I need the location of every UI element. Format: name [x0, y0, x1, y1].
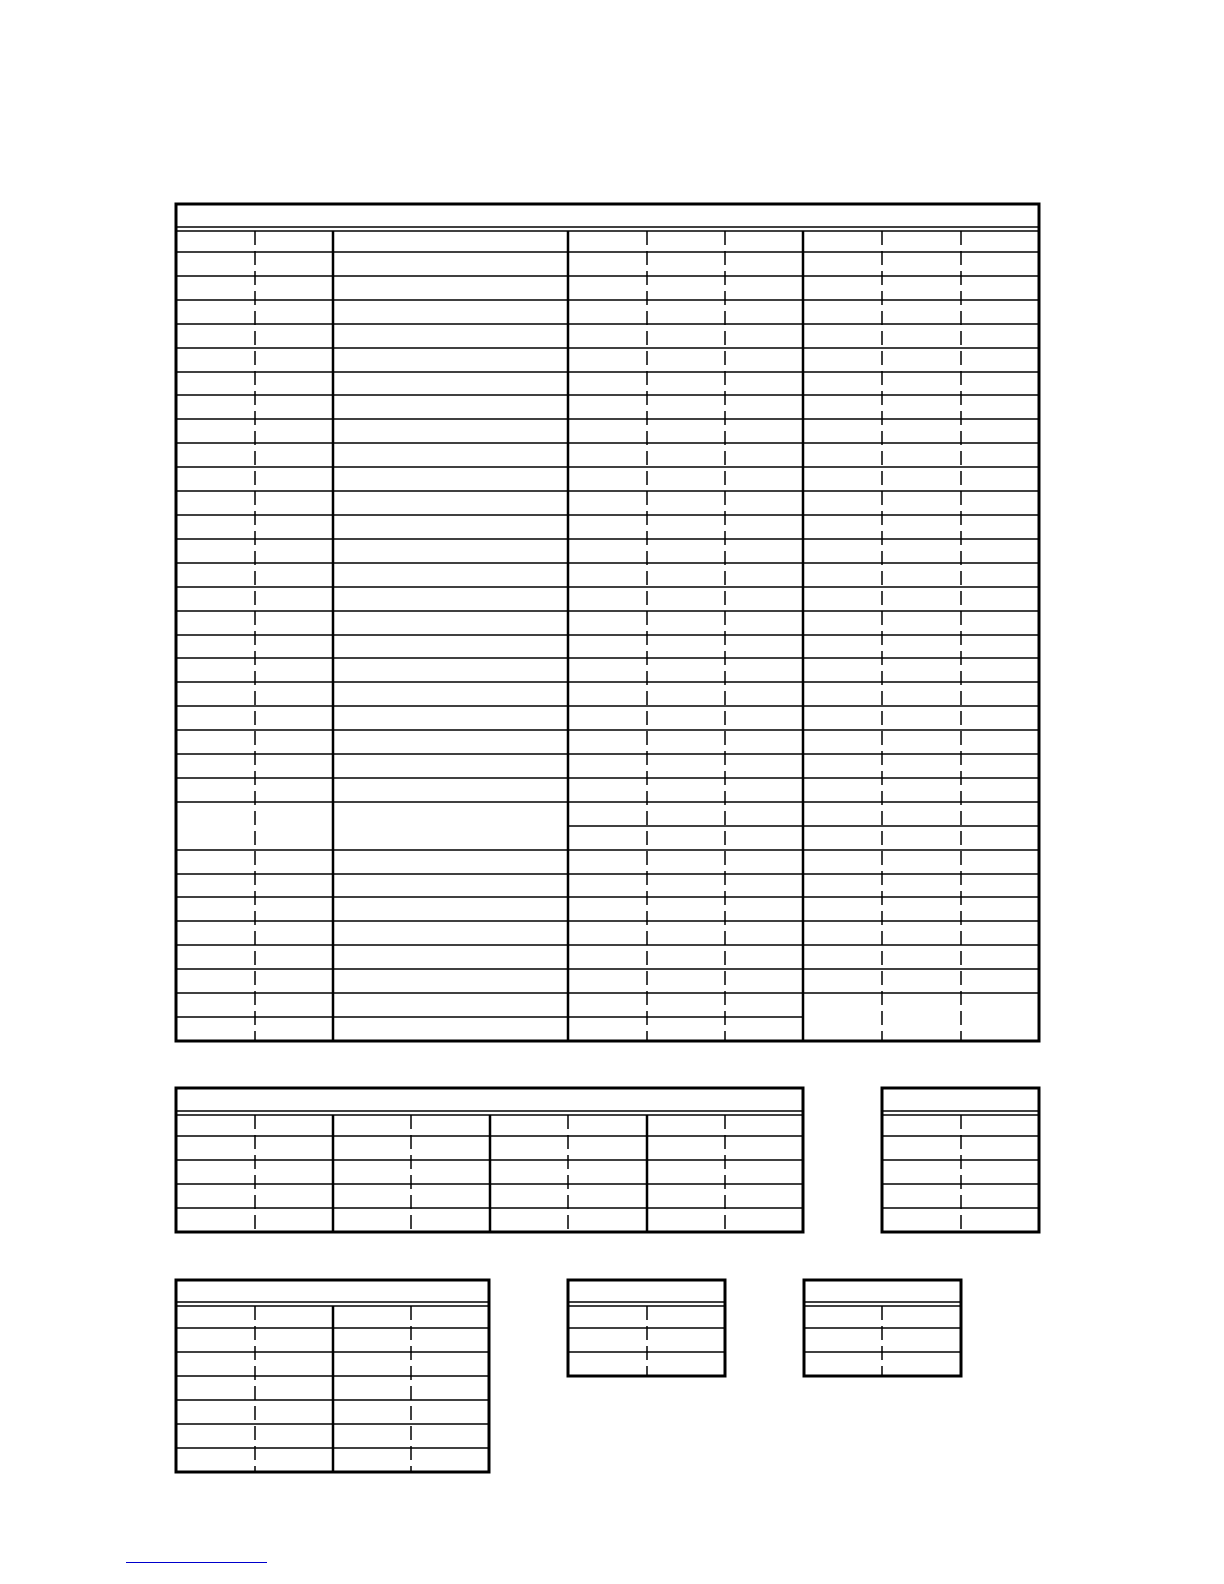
main-grid: [176, 204, 1039, 1041]
small-grid-b: [804, 1280, 961, 1376]
footer-link[interactable]: [126, 1562, 267, 1571]
lower-grid: [176, 1280, 489, 1472]
summary-grid: [176, 1088, 803, 1232]
main-grid-border: [176, 204, 1039, 1041]
side-grid: [882, 1088, 1039, 1232]
small-grid-a: [568, 1280, 725, 1376]
